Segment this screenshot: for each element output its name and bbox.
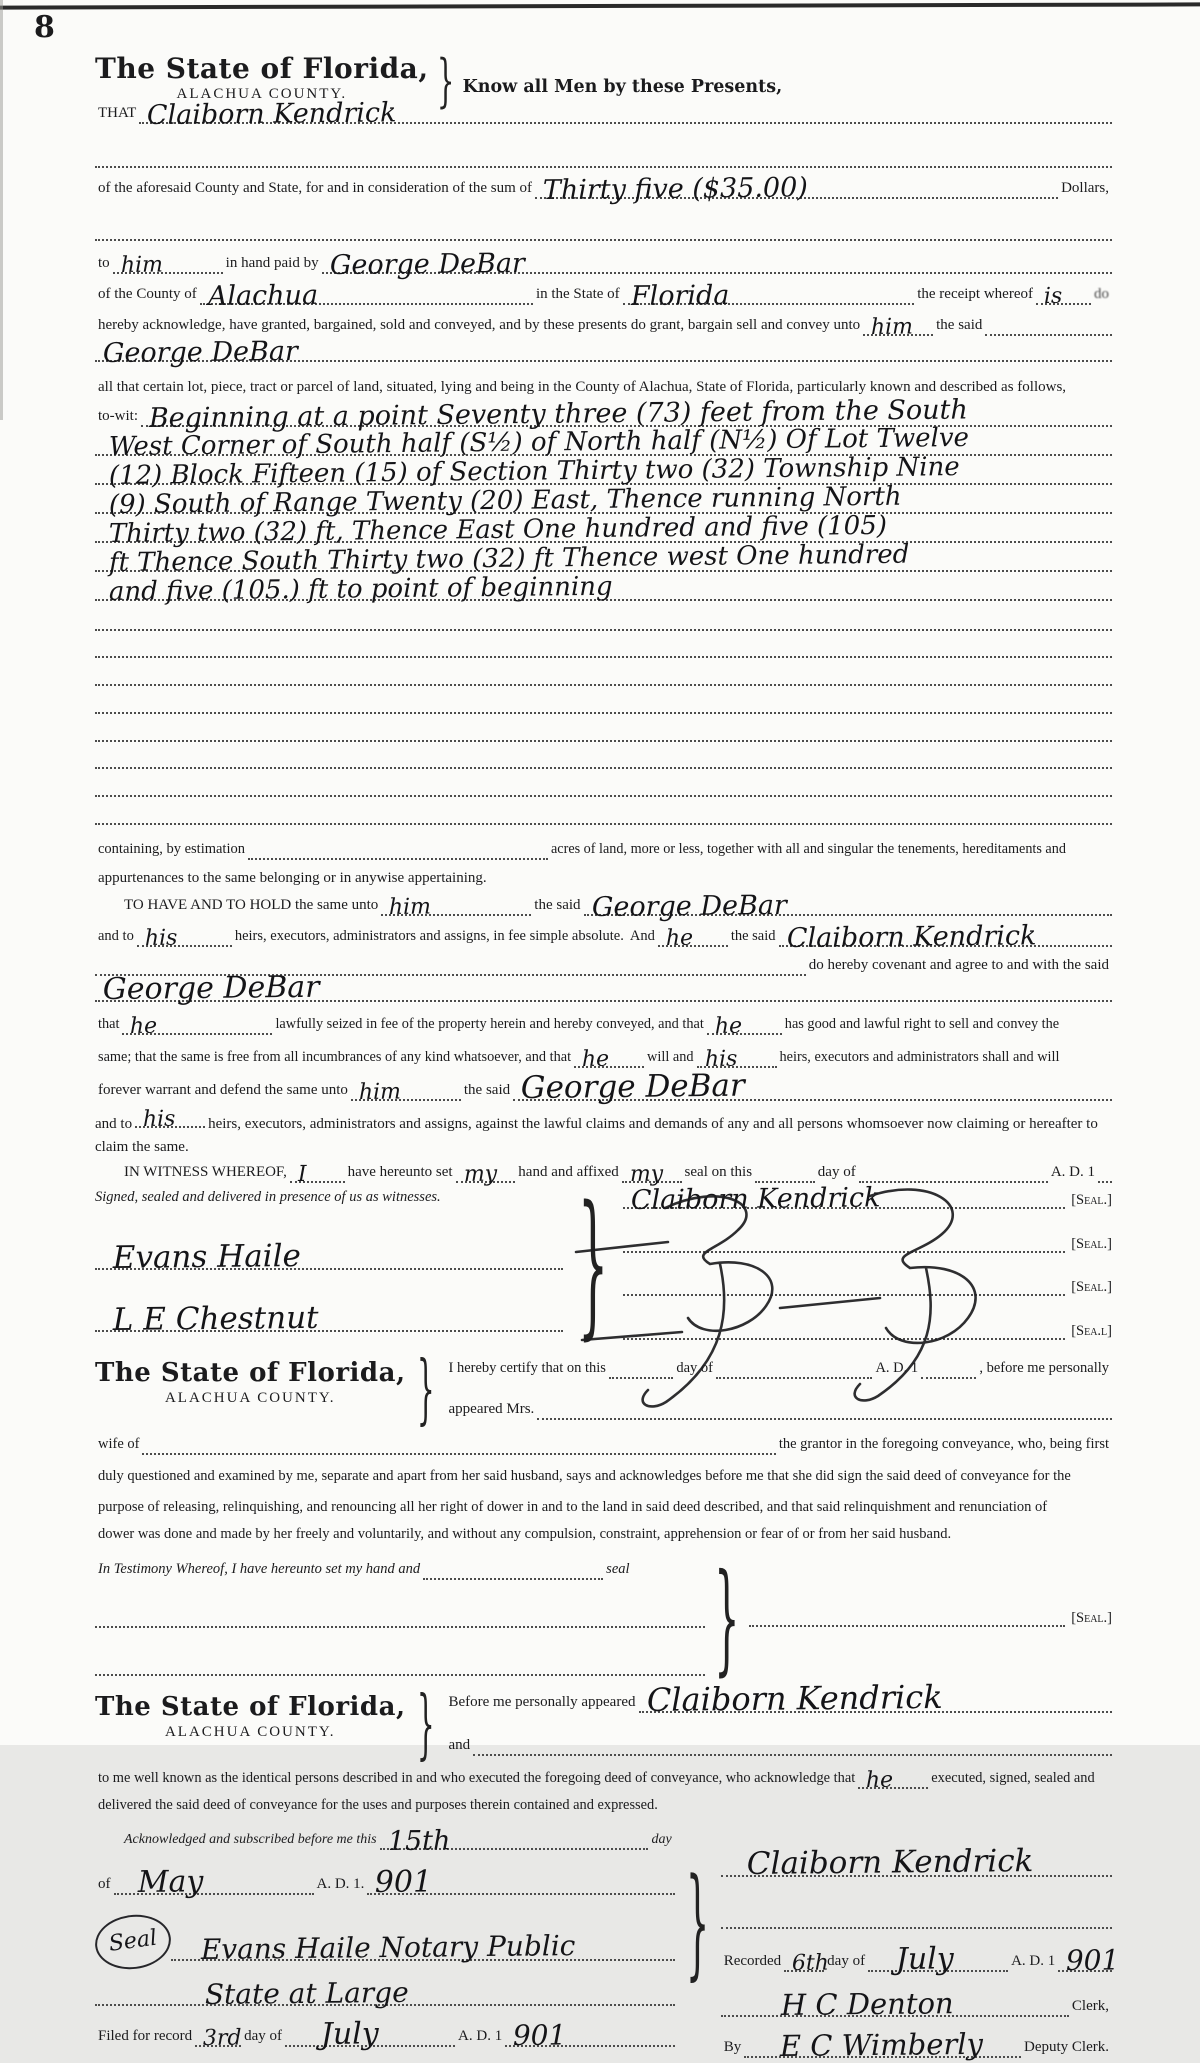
consideration-label: of the aforesaid County and State, for and in consideration of the sum of	[98, 180, 533, 197]
appeared-mrs-label: appeared Mrs.	[448, 1401, 535, 1418]
he-field	[707, 1013, 782, 1039]
appeared-name-field	[639, 1677, 1113, 1719]
recorded-month-handwriting: July	[895, 1941, 954, 1978]
county-label: ALACHUA COUNTY.	[164, 1723, 336, 1740]
he-field	[122, 1013, 272, 1039]
and-label: and	[448, 1736, 471, 1753]
dotted-rule	[95, 641, 1112, 659]
description-line	[95, 539, 1112, 578]
blank-line	[95, 641, 1112, 659]
seal-label: [Seal.]	[1071, 1610, 1112, 1627]
ad-label: A. D. 1	[1050, 1164, 1095, 1181]
testimony-brace: }	[714, 1548, 740, 1688]
state-handwriting: Florida	[630, 279, 730, 312]
do-smudged-word: do	[1094, 285, 1109, 302]
set-label: have hereunto set	[347, 1164, 453, 1181]
seal-label: [Sea.l]	[1071, 1323, 1112, 1340]
that-label: THAT	[98, 105, 137, 122]
dotted-rule	[95, 613, 1112, 631]
blank-line	[721, 1911, 1112, 1929]
filed-month-field	[285, 2016, 455, 2053]
dotted-rule	[95, 223, 1112, 241]
dower-body-line: dower was done and made by her freely and voluntarily, and without any compulsion, constraint, apprehension or fear of or from her said husband.	[98, 1526, 952, 1543]
before-appeared-line	[446, 1677, 1113, 1719]
and-to-label: and to	[98, 927, 134, 944]
day-label: day	[651, 1831, 672, 1847]
blank-line	[95, 807, 1112, 825]
seal-row	[623, 1279, 1112, 1297]
witness2-signature: L E Chestnut	[112, 1299, 319, 1338]
dotted-rule	[95, 150, 1112, 168]
ad-label: A. D. 1	[875, 1360, 919, 1377]
blank-line	[95, 696, 1112, 714]
witness-brace: }	[577, 1173, 609, 1356]
consideration-line	[95, 172, 1112, 207]
county-handwriting: Alachua	[207, 279, 318, 312]
him-handwriting: him	[120, 252, 163, 278]
grantor-signature-handwriting: Claiborn Kendrick	[646, 1677, 943, 1719]
warrant-text: forever warrant and defend the same unto	[98, 1081, 348, 1098]
claims-paragraph	[95, 1106, 1112, 1159]
recorded-month-field	[868, 1941, 1008, 1978]
header-brace: }	[436, 46, 455, 115]
i-handwriting: I	[297, 1162, 307, 1188]
blank-line	[95, 613, 1112, 631]
his-handwriting: his	[142, 1106, 176, 1133]
he-handwriting: he	[581, 1046, 610, 1072]
his-field	[697, 1046, 777, 1072]
grantee-name-handwriting: George DeBar	[591, 889, 787, 923]
grantee-name-line	[95, 969, 1112, 1007]
deputy-clerk-line	[721, 2026, 1112, 2063]
him-handwriting: him	[870, 314, 914, 340]
clerk-label: Clerk,	[1071, 1998, 1109, 2015]
notary-signature-handwriting: Evans Haile Notary Public	[200, 1928, 576, 1966]
to-wit-label: to-wit:	[98, 407, 138, 424]
and-line	[446, 1737, 1113, 1756]
of-label: of	[98, 1875, 111, 1892]
containing-text: acres of land, more or less, together with all and singular the tenements, hereditaments and	[551, 840, 1066, 857]
dotted-rule	[95, 752, 1112, 770]
description-line	[95, 510, 1112, 549]
notary-seal-circle	[92, 1910, 174, 1973]
dotted-rule	[721, 1911, 1112, 1929]
claims-tail: claim the same.	[95, 1138, 189, 1155]
notary-seal-row	[749, 1609, 1112, 1627]
month-handwriting: May	[137, 1863, 204, 1900]
known-tail: executed, signed, sealed and	[931, 1769, 1095, 1786]
month-field	[114, 1863, 314, 1900]
receipt-label: the receipt whereof	[917, 285, 1033, 302]
witness1-line	[95, 1237, 563, 1276]
state-of-florida-title: The State of Florida,	[95, 52, 429, 85]
acknowledged-line	[95, 1824, 675, 1857]
certify-label: I hereby certify that on this	[448, 1360, 606, 1377]
county-label: ALACHUA COUNTY.	[164, 1390, 336, 1407]
acknowledged-label: Acknowledged and subscribed before me this	[124, 1831, 377, 1847]
description-handwriting: ft Thence South Thirty two (32) ft Thence west One hundred	[108, 539, 910, 578]
payer-field	[322, 247, 1112, 281]
dotted-rule	[623, 1322, 1065, 1340]
day-of-label: day of	[817, 1164, 856, 1181]
him-field	[351, 1079, 461, 1105]
seal-label: [Seal.]	[1071, 1191, 1112, 1208]
blank-line	[95, 668, 1112, 686]
month-field	[716, 1362, 872, 1379]
acknowledge-text: hereby acknowledge, have granted, bargained, sold and conveyed, and by these presents do grant, bargain sell and convey unto	[98, 316, 861, 333]
state-at-large-handwriting: State at Large	[204, 1976, 409, 2012]
grantee-name-handwriting: George DeBar	[520, 1067, 746, 1106]
description-handwriting: (9) South of Range Twenty (20) East, Thence running North	[108, 481, 902, 520]
state-at-large-field	[95, 1976, 675, 2012]
claims-text: heirs, executors, administrators and assigns, against the lawful claims and demands of any and all persons whomsoever now claiming or hereafter to	[208, 1116, 1098, 1133]
unto-field	[863, 314, 933, 340]
appurtenances-line: appurtenances to the same belonging or in anywise appertaining.	[98, 869, 487, 886]
grantee-name-handwriting: George DeBar	[102, 335, 299, 369]
dotted-rule	[95, 1610, 705, 1628]
unto-field	[381, 894, 531, 920]
filed-label: Filed for record	[98, 2028, 193, 2045]
grantor-name-handwriting: Claiborn Kendrick	[786, 920, 1037, 954]
delivered-line: delivered the said deed of conveyance for the uses and purposes therein contained and expressed.	[98, 1796, 658, 1813]
day-field	[609, 1362, 673, 1379]
grantor-field	[779, 920, 1112, 954]
blank-line	[95, 1658, 705, 1676]
dotted-rule	[95, 668, 1112, 686]
heirs-text: heirs, executors, administrators and assigns, in fee simple absolute.	[234, 927, 624, 944]
ack-day-field	[380, 1824, 649, 1857]
day-field	[755, 1165, 815, 1183]
seized-tail: has good and lawful right to sell and convey the	[784, 1015, 1060, 1032]
by-label: By	[723, 2039, 742, 2056]
habendum-line	[95, 889, 1112, 923]
will-and-label: will and	[647, 1048, 694, 1065]
testimony-block	[95, 1548, 1112, 1688]
seal-label: [Seal.]	[1071, 1235, 1112, 1252]
filed-day-handwriting: 3rd	[202, 2025, 242, 2052]
header-brace: }	[416, 1680, 435, 1769]
grantor-name-field	[139, 97, 1112, 132]
my-handwriting: my	[463, 1161, 497, 1188]
grantee-name-handwriting: George DeBar	[329, 247, 525, 281]
on-this-label: seal on this	[684, 1164, 753, 1181]
blank-line	[95, 150, 1112, 168]
year-field	[921, 1362, 976, 1379]
paid-by-label: in hand paid by	[225, 254, 319, 271]
dower-header	[95, 1346, 1112, 1434]
acres-field	[248, 843, 548, 860]
his-field	[135, 1106, 205, 1133]
clerk-signature-field	[721, 1986, 1069, 2023]
that-label: that	[98, 1015, 120, 1032]
dotted-rule	[95, 724, 1112, 742]
day-of-label: day of	[244, 2028, 283, 2045]
heirs-line	[95, 920, 1112, 954]
deputy-clerk-label: Deputy Clerk.	[1024, 2039, 1109, 2056]
to-whom-field	[113, 252, 223, 278]
seal-row	[623, 1235, 1112, 1253]
clerk-signature-handwriting: H C Denton	[780, 1986, 954, 2023]
he-field	[574, 1046, 644, 1072]
receipt-field	[1036, 283, 1091, 309]
he-handwriting: he	[866, 1767, 894, 1793]
containing-line	[95, 841, 1112, 860]
filed-month-handwriting: July	[320, 2016, 379, 2053]
him-handwriting: him	[389, 894, 432, 920]
known-line	[95, 1767, 1112, 1793]
in-witness-label: IN WITNESS WHEREOF,	[124, 1164, 287, 1181]
ack-signature-row	[721, 1843, 1112, 1883]
recorded-year-handwriting: 901	[1065, 1943, 1120, 1978]
free-tail: heirs, executors and administrators shall and will	[779, 1048, 1060, 1065]
blank-line	[95, 223, 1112, 241]
state-of-florida-title: The State of Florida,	[95, 1691, 406, 1722]
description-line	[95, 451, 1112, 491]
signed-sealed-line: Signed, sealed and delivered in presence of us as witnesses.	[95, 1189, 441, 1206]
county-field	[200, 279, 533, 312]
description-line	[95, 481, 1112, 520]
he-handwriting: he	[130, 1013, 158, 1039]
month-field	[859, 1165, 1048, 1183]
the-said-label: the said	[534, 896, 581, 913]
ack-signature-field	[721, 1843, 1112, 1883]
dotted-rule	[623, 1279, 1065, 1297]
grantee-name-handwriting: George DeBar	[102, 969, 320, 1007]
blank-line	[95, 752, 1112, 770]
filed-year-field	[505, 2018, 674, 2053]
month-year-line	[95, 1863, 675, 1900]
recorded-label: Recorded	[723, 1953, 782, 1970]
filed-day-field	[195, 2025, 242, 2052]
notary-field	[171, 1928, 675, 1966]
description-handwriting: West Corner of South half (S½) of North half (N½) Of Lot Twelve	[108, 422, 970, 462]
grantee-field	[95, 335, 1112, 369]
description-line	[95, 571, 1112, 607]
he-handwriting: he	[665, 925, 694, 951]
dotted-rule	[95, 779, 1112, 797]
known-text: to me well known as the identical persons described in and who executed the foregoing deed of conveyance, who acknowledge that	[98, 1769, 856, 1786]
seal-row	[623, 1182, 1112, 1216]
county-label: ALACHUA COUNTY.	[176, 86, 348, 103]
seal-scrawl-handwriting: Seal	[107, 1925, 159, 1957]
consideration-handwriting: Thirty five ($35.00)	[542, 172, 809, 207]
he-field	[658, 925, 728, 951]
grantor-signature-handwriting: Claiborn Kendrick	[630, 1182, 881, 1216]
seized-text: lawfully seized in fee of the property herein and hereby conveyed, and that	[275, 1015, 704, 1032]
grantee-field	[513, 1067, 1112, 1106]
affixed-label: hand and affixed	[518, 1164, 619, 1181]
recorded-day-handwriting: 6th	[791, 1950, 830, 1977]
recorded-day-field	[784, 1950, 830, 1977]
grantee-field	[584, 889, 1112, 923]
presents-heading: Know all Men by these Presents,	[462, 77, 783, 98]
blank-line	[95, 724, 1112, 742]
witness1-signature: Evans Haile	[112, 1237, 302, 1276]
grantor-text: the grantor in the foregoing conveyance, who, being first	[778, 1436, 1109, 1453]
day-of-label: day of	[827, 1953, 866, 1970]
recorded-year-field	[1058, 1943, 1120, 1978]
grantee-name-line	[95, 335, 1112, 369]
grantor-signature-handwriting: Claiborn Kendrick	[746, 1843, 1034, 1883]
day-of-label: day of	[676, 1360, 713, 1377]
is-handwriting: is	[1043, 283, 1063, 309]
year-field	[1098, 1165, 1112, 1183]
header-brace: }	[416, 1346, 435, 1434]
premises-paragraph: all that certain lot, piece, tract or parcel of land, situated, lying and being in the County of Alachua, State of Florida, particularly known and described as follows,	[98, 378, 1067, 395]
dower-body-line: purpose of releasing, relinquishing, and renouncing all her right of dower in and to the land in said deed described, and that said relinquishment and renunciation of	[98, 1498, 1048, 1515]
his-field	[137, 925, 232, 951]
year-handwriting: 901	[375, 1863, 433, 1900]
he-field	[858, 1767, 928, 1793]
ad-label: A. D. 1	[1011, 1953, 1056, 1970]
description-handwriting: (12) Block Fifteen (15) of Section Thirty two (32) Township Nine	[108, 451, 960, 491]
year-field	[367, 1863, 674, 1900]
county-state-line	[95, 279, 1112, 312]
description-handwriting: Beginning at a point Seventy three (73) feet from the South	[148, 394, 968, 434]
grantor-line	[95, 97, 1112, 132]
grantor-ack-header	[95, 1677, 1112, 1769]
containing-label: containing, by estimation	[98, 840, 245, 857]
dower-body-line: duly questioned and examined by me, separate and apart from her said husband, says and acknowledges before me that she did sign the said deed of conveyance for the	[98, 1468, 1071, 1485]
day-15th-handwriting: 15th	[387, 1824, 451, 1857]
page-number: 8	[34, 10, 55, 45]
description-handwriting: Thirty two (32) ft, Thence East One hundred and five (105)	[108, 510, 888, 549]
wife-of-line	[95, 1436, 1112, 1455]
blank-line	[95, 779, 1112, 797]
dotted-rule	[95, 696, 1112, 714]
seal-label: [Seal.]	[1071, 1279, 1112, 1296]
before-me-label: , before me personally	[979, 1360, 1110, 1377]
covenant-text: do hereby covenant and agree to and with the said	[808, 956, 1109, 973]
consideration-field	[535, 172, 1058, 207]
notary-line	[95, 1915, 675, 1966]
his-handwriting: his	[704, 1046, 738, 1072]
my-field	[622, 1161, 682, 1188]
ad-label: A. D. 1.	[316, 1875, 365, 1892]
seal-word-label: seal	[606, 1561, 630, 1578]
deputy-signature-field	[744, 2026, 1021, 2063]
dotted-rule	[95, 807, 1112, 825]
my-handwriting: my	[629, 1161, 664, 1188]
seal-row	[623, 1322, 1112, 1340]
his-handwriting: his	[144, 925, 178, 951]
second-name-field	[473, 1738, 1112, 1756]
he-handwriting: he	[714, 1013, 743, 1039]
the-said-label: the said	[463, 1081, 511, 1098]
testimony-label: In Testimony Whereof, I have hereunto set my hand and	[98, 1561, 421, 1578]
to-have-hold-label: TO HAVE AND TO HOLD the same unto	[124, 896, 379, 913]
and-label: And	[629, 927, 655, 944]
appeared-line	[446, 1401, 1113, 1420]
state-label: in the State of	[535, 285, 620, 302]
state-of-florida-title: The State of Florida,	[95, 1358, 406, 1389]
and-to-label: and to	[95, 1116, 133, 1133]
paid-by-line	[95, 247, 1112, 281]
grantor-name-handwriting: Claiborn Kendrick	[147, 97, 397, 132]
dotted-rule	[749, 1609, 1065, 1627]
notary-brace: }	[685, 1851, 710, 1992]
filed-year-handwriting: 901	[512, 2018, 567, 2053]
clerk-line	[721, 1986, 1112, 2023]
incumbrances-line	[95, 1046, 1112, 1072]
the-said-label: the said	[936, 316, 983, 333]
deputy-signature-handwriting: E C Wimberly	[779, 2026, 984, 2063]
blank-line	[95, 1610, 705, 1628]
recorded-line	[721, 1941, 1120, 1978]
state-field	[623, 279, 915, 312]
the-said-label: the said	[730, 927, 776, 944]
county-of-label: of the County of	[98, 285, 197, 302]
wife-of-label: wife of	[98, 1436, 140, 1453]
my-field	[456, 1161, 516, 1188]
notary-block	[95, 1824, 1120, 2063]
description-handwriting: and five (105.) ft to point of beginning	[108, 571, 613, 607]
to-label: to	[98, 254, 110, 271]
warrant-line	[95, 1067, 1112, 1106]
grantor-signature-field	[623, 1182, 1065, 1216]
him-handwriting: him	[358, 1079, 401, 1105]
seal-word-field	[423, 1563, 603, 1580]
grantee-field	[95, 969, 1112, 1007]
ad-label: A. D. 1	[458, 2028, 503, 2045]
trailing-dots	[985, 318, 1112, 336]
state-at-large-line	[95, 1976, 675, 2012]
dotted-rule	[95, 1658, 705, 1676]
dotted-rule	[623, 1235, 1065, 1253]
before-appeared-label: Before me personally appeared	[448, 1693, 636, 1710]
i-field	[290, 1162, 345, 1188]
husband-field	[142, 1438, 775, 1455]
free-text: same; that the same is free from all incumbrances of any kind whatsoever, and that	[98, 1048, 572, 1065]
seized-line	[95, 1013, 1112, 1039]
acknowledge-line	[95, 314, 1112, 340]
dollars-label: Dollars,	[1061, 180, 1109, 197]
filed-line	[95, 2016, 675, 2053]
certify-line	[446, 1360, 1113, 1379]
mrs-name-field	[537, 1402, 1112, 1420]
witness2-line	[95, 1299, 563, 1338]
testimony-line	[95, 1561, 705, 1580]
